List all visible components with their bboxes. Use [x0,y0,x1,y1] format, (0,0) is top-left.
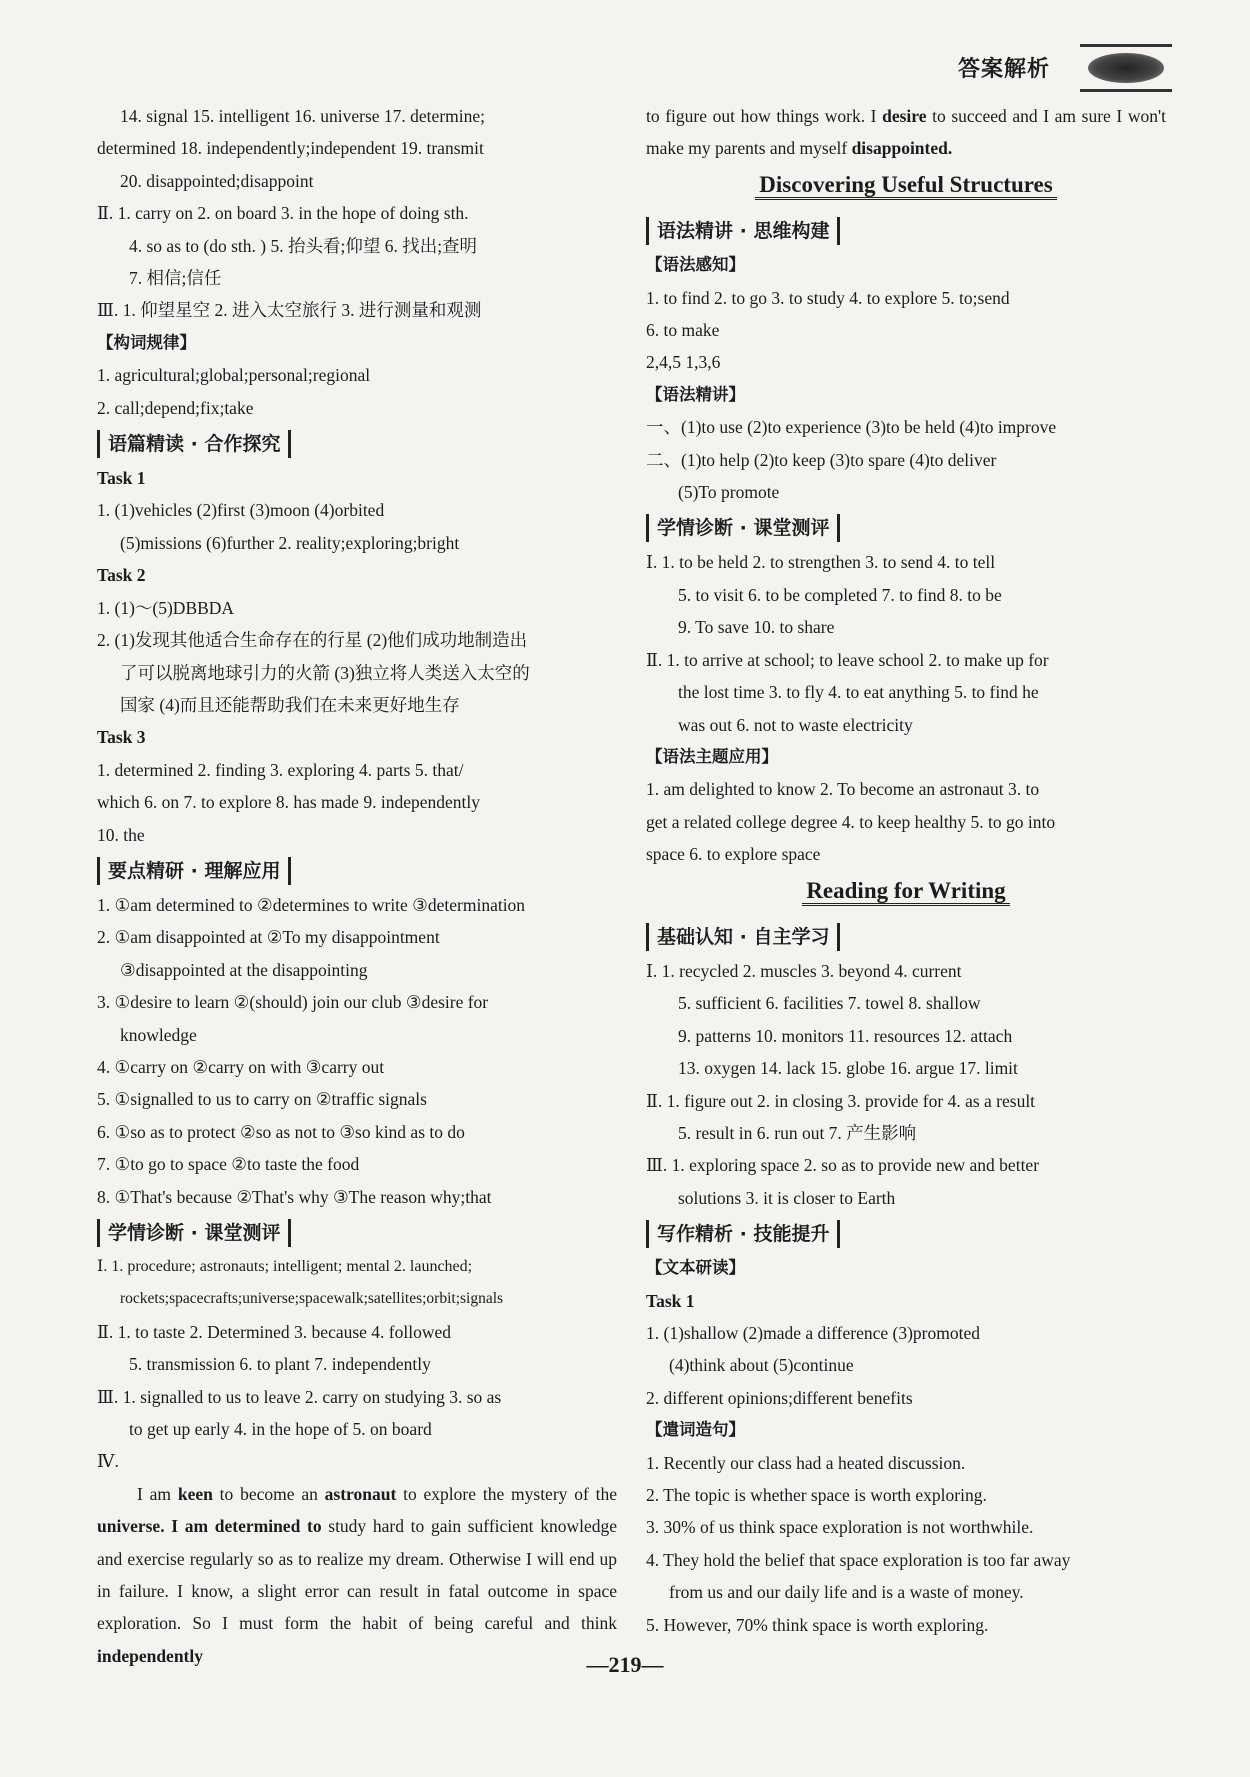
answer-line: 13. oxygen 14. lack 15. globe 16. argue 17. limit [678,1058,1018,1079]
answer-line: from us and our daily life and is a waste of money. [669,1582,1024,1603]
answer-line: 5. ①signalled to us to carry on ②traffic signals [97,1089,427,1110]
answer-line: 9. patterns 10. monitors 11. resources 12. attach [678,1025,1013,1046]
answer-line: 2. ①am disappointed at ②To my disappointment [97,927,440,948]
answer-line: rockets;spacecrafts;universe;spacewalk;satellites;orbit;signals [120,1290,504,1308]
answer-line: 2,4,5 1,3,6 [646,352,721,373]
answer-line: 1. to find 2. to go 3. to study 4. to explore 5. to;send [646,287,1010,308]
answer-line: 5. sufficient 6. facilities 7. towel 8. shallow [678,993,981,1014]
answer-line: 5. However, 70% think space is worth exploring. [646,1614,989,1635]
subsection-tag: 【文本研读】 [646,1258,745,1278]
answer-line: 1. (1)shallow (2)made a difference (3)promoted [646,1323,980,1343]
essay-run: keen [177,1483,213,1504]
answer-line: 6. to make [646,320,720,341]
essay-run: disappointed. [851,138,953,159]
answer-line: 3. ①desire to learn ②(should) join our club ③desire for [97,992,489,1013]
answer-line: (4)think about (5)continue [669,1355,854,1376]
answer-line: 1. Recently our class had a heated discussion. [646,1452,966,1473]
answer-line: 7. ①to go to space ②to taste the food [97,1154,360,1175]
section-heading: 语篇精读 · 合作探究 [97,430,291,458]
answer-line: the lost time 3. to fly 4. to eat anything 5. to find he [678,682,1039,703]
answer-line: 5. to visit 6. to be completed 7. to find 8. to be [678,584,1002,605]
answer-line: 1. agricultural;global;personal;regional [97,365,371,386]
answer-line: Ⅱ. 1. to taste 2. Determined 3. because 4. followed [97,1321,452,1342]
answer-line: 2. The topic is whether space is worth exploring. [646,1485,987,1506]
essay-run: to succeed and I am sure I won't make my parents and myself [646,106,1166,159]
essay-run: study hard to gain sufficient knowledge and exercise regularly so as to realize my dream. Otherwise I will end up in failure. I know, a slight error can result in fatal outcome in space exploration. So I must form the habit of being careful and think [97,1516,617,1634]
answer-line: Ⅲ. 1. signalled to us to leave 2. carry on studying 3. so as [97,1386,502,1407]
subsection-tag: 【构词规律】 [97,332,196,352]
answer-line: 2. (1)发现其他适合生命存在的行星 (2)他们成功地制造出 [97,630,528,651]
header-title: 答案解析 [958,57,1051,82]
answer-line: Ⅲ. 1. exploring space 2. so as to provide new and better [646,1155,1040,1176]
section-heading: 要点精研 · 理解应用 [97,857,291,885]
answer-line: solutions 3. it is closer to Earth [678,1187,896,1208]
answer-line: 4. ①carry on ②carry on with ③carry out [97,1056,385,1077]
answer-line: Ⅳ. [97,1451,119,1472]
essay-run: desire [882,106,927,126]
section-heading: 学情诊断 · 课堂测评 [646,514,840,542]
answer-line: 5. result in 6. run out 7. 产生影响 [678,1122,917,1143]
answer-line: Ⅰ. 1. procedure; astronauts; intelligent; mental 2. launched; [97,1258,473,1275]
answer-line: 一、(1)to use (2)to experience (3)to be held (4)to improve [646,417,1057,438]
answer-line: 1. (1)vehicles (2)first (3)moon (4)orbited [97,500,385,521]
section-heading: 语法精讲 · 思维构建 [646,217,840,245]
essay-run: astronaut [324,1483,397,1504]
unit-title-text: Reading for Writing [802,878,1009,906]
essay-run: universe. [97,1516,165,1537]
subsection-tag: 【遣词造句】 [646,1420,745,1440]
answer-line: determined 18. independently;independent 19. transmit [97,138,484,159]
answer-line: Ⅰ. 1. recycled 2. muscles 3. beyond 4. current [646,960,962,981]
answer-line: 二、(1)to help (2)to keep (3)to spare (4)to deliver [646,449,997,470]
task-label: Task 1 [646,1290,695,1311]
essay-continuation [646,100,1166,165]
unit-title-text: Discovering Useful Structures [755,172,1056,200]
answer-line: 10. the [97,824,145,845]
section-heading: 基础认知 · 自主学习 [646,923,840,951]
task-label: Task 2 [97,565,146,586]
essay-run: to figure out how things work. I [646,106,883,126]
answer-line: Ⅱ. 1. carry on 2. on board 3. in the hope of doing sth. [97,203,469,224]
answer-line: knowledge [120,1024,197,1045]
publisher-logo-icon [1080,44,1172,92]
answer-line: 9. To save 10. to share [678,617,835,638]
answer-line: 20. disappointed;disappoint [120,170,314,191]
answer-line: was out 6. not to waste electricity [678,714,913,735]
answer-line: 1. (1)～(5)DBBDA [97,597,235,618]
answer-line: 1. determined 2. finding 3. exploring 4. parts 5. that/ [97,759,464,780]
answer-line: 4. They hold the belief that space exploration is too far away [646,1549,1071,1570]
answer-line: ③disappointed at the disappointing [120,959,368,980]
subsection-tag: 【语法感知】 [646,255,745,275]
answer-line: (5)missions (6)further 2. reality;exploring;bright [120,532,460,553]
right-column [646,100,1166,1641]
answer-line: 3. 30% of us think space exploration is not worthwhile. [646,1517,1034,1538]
answer-line: Ⅱ. 1. figure out 2. in closing 3. provide for 4. as a result [646,1090,1036,1111]
answer-line: 14. signal 15. intelligent 16. universe 17. determine; [120,106,485,126]
answer-line: 8. ①That's because ②That's why ③The reason why;that [97,1186,492,1207]
answer-line: Ⅰ. 1. to be held 2. to strengthen 3. to send 4. to tell [646,552,996,573]
essay-paragraph [97,1478,617,1672]
answer-line: 4. so as to (do sth. ) 5. 抬头看;仰望 6. 找出;查明 [129,235,478,256]
essay-run: I am [137,1483,178,1504]
answer-line: 1. am delighted to know 2. To become an astronaut 3. to [646,779,1040,800]
section-heading: 学情诊断 · 课堂测评 [97,1219,291,1247]
subsection-tag: 【语法主题应用】 [646,746,778,766]
answer-line: get a related college degree 4. to keep healthy 5. to go into [646,811,1056,832]
answer-line: which 6. on 7. to explore 8. has made 9. independently [97,792,480,813]
answer-line: 1. ①am determined to ②determines to write ③determination [97,894,526,915]
answer-line: 7. 相信;信任 [129,268,222,289]
task-label: Task 1 [97,468,146,489]
answer-line: Ⅲ. 1. 仰望星空 2. 进入太空旅行 3. 进行测量和观测 [97,300,482,321]
essay-run: independently [97,1645,203,1666]
answer-line: (5)To promote [678,482,780,503]
answer-line: space 6. to explore space [646,844,821,865]
answer-line: 国家 (4)而且还能帮助我们在未来更好地生存 [120,694,460,715]
subsection-tag: 【语法精讲】 [646,384,745,404]
page-number: —219— [586,1652,664,1677]
unit-title [646,875,1166,907]
task-label: Task 3 [97,727,146,748]
answer-line: 6. ①so as to protect ②so as not to ③so kind as to do [97,1121,465,1142]
answer-line: 5. transmission 6. to plant 7. independently [129,1354,431,1375]
answer-line: to get up early 4. in the hope of 5. on board [129,1419,432,1440]
essay-run: to explore the mystery of the [396,1483,617,1504]
answer-line: 了可以脱离地球引力的火箭 (3)独立将人类送入太空的 [120,662,530,683]
section-heading: 写作精析 · 技能提升 [646,1220,840,1248]
left-column [97,100,617,1672]
answer-line: 2. call;depend;fix;take [97,397,254,418]
essay-run: to become an [212,1483,325,1504]
answer-line: Ⅱ. 1. to arrive at school; to leave school 2. to make up for [646,649,1049,670]
answer-line: 2. different opinions;different benefits [646,1387,913,1408]
essay-run: I am determined to [171,1516,322,1537]
unit-title [646,169,1166,201]
